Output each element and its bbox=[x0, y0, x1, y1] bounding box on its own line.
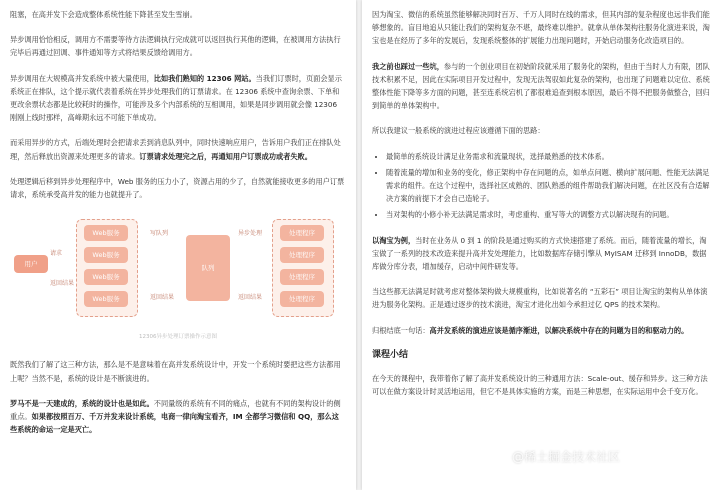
text-span: 归根结底一句话： bbox=[372, 325, 430, 335]
paragraph bbox=[10, 397, 346, 437]
right-page bbox=[362, 0, 720, 490]
bold-span: 如果都按照百万、千万并发来设计系统，电商一律向淘宝看齐，IM 全都学习微信和 QQ，那么这些系统的命运一定是灭亡。 bbox=[10, 412, 339, 435]
left-page bbox=[0, 0, 356, 490]
paragraph: 因为淘宝、微信的系统虽然能够解决同时百万、千万人同时在线的需求，但其内部的复杂程度也远非我们能够想象的。盲目地追从只能让我们的架构复杂不堪，最终难以维护。就拿从单体架构往服务化演进来说，淘宝也是在经历了多年的发展后，发现系统整体的扩展能力出现问题时，开始启动服务化改造项目的。 bbox=[372, 10, 710, 46]
paragraph bbox=[10, 72, 346, 125]
watermark: @稀土掘金技术社区 bbox=[512, 450, 621, 464]
web-service-box: Web服务 bbox=[84, 291, 128, 307]
web-service-box: Web服务 bbox=[84, 225, 128, 241]
paragraph: 既然我们了解了这三种方法，那么是不是意味着在高并发系统设计中，开发一个系统时要把这些方法都用上呢？当然不是，系统的设计是不断演进的。 bbox=[10, 360, 341, 383]
bold-span: 高并发系统的演进应该是循序渐进，以解决系统中存在的问题为目的和驱动力的。 bbox=[429, 325, 689, 335]
list-item: • 当对架构的小修小补无法满足需求时，考虑重构、重写等大的调整方式以解决现有的问题。 bbox=[386, 208, 710, 221]
return-label: 返回结果 bbox=[238, 294, 263, 302]
write-queue-label: 写队列 bbox=[150, 230, 169, 238]
bold-span: 以淘宝为例， bbox=[372, 235, 416, 245]
list-item: • 随着流量的增加和业务的变化，修正架构中存在问题的点，如单点问题、横向扩展问题、性能无法满足需求的组件。在这个过程中，选择社区成熟的、团队熟悉的组件帮助我们解决问题，在社区没有合适解决方案的前提下才会自己造轮子。 bbox=[386, 166, 710, 206]
web-service-box: Web服务 bbox=[84, 247, 128, 263]
queue-box: 队列 bbox=[186, 235, 230, 301]
bold-span: 订票请求处理完之后，再通知用户订票成功或者失败。 bbox=[139, 151, 312, 161]
text-span: 当我们订票时，页面会显示系统正在排队，这个提示就代表着系统在异步处理我们的订票请求。在 12306 系统中查询余票、下单和更改余票状态都是比较耗时的操作，可能涉及多个内部系统的互相调用，如果是同步调用就会像 12306 刚刚上线时那样，高峰期永远不可能下单成功。 bbox=[10, 73, 342, 123]
text-span: 当时在业务从 0 到 1 的阶段是通过购买的方式快速搭建了系统。而后，随着流量的增长，淘宝做了一系列的技术改造来提升高并发处理能力，比如数据库存储引擎从 MyISAM 迁移到 InnoDB，数据库做分库分表，增加缓存，启动中间件研发等。 bbox=[372, 235, 707, 272]
paragraph bbox=[372, 60, 710, 113]
paragraph: 在今天的课程中，我带着你了解了高并发系统设计的三种通用方法：Scale-out、缓存和异步。这三种方法可以在做方案设计时灵活地运用，但它不是具体实施的方案，而是三种思想，在实际运用中会千变万化。 bbox=[372, 374, 708, 397]
text-span: 参与的一个创业项目在初始阶段就采用了服务化的架构，但由于当时人力有限，团队技术积累不足，因此在实际项目开发过程中，发现无法驾驭如此复杂的架构，也出现了问题难以定位、系统整体性能下降等多方面的问题，甚至连系统宕机了都很难追查到根本原因，最后不得不把服务做整合，回归到简单的单体架构中。 bbox=[372, 61, 710, 111]
handler-box: 处理程序 bbox=[280, 291, 324, 307]
paragraph: 所以我建议一般系统的演进过程应该遵循下面的思路： bbox=[372, 126, 545, 136]
bold-span: 比如我们熟知的 12306 网站。 bbox=[153, 73, 256, 83]
bold-span: 罗马不是一天建成的，系统的设计也是如此。 bbox=[10, 398, 154, 408]
handler-box: 处理程序 bbox=[280, 225, 324, 241]
paragraph: 异步调用恰恰相反，调用方不需要等待方法逻辑执行完成就可以返回执行其他的逻辑，在被调用方法执行完毕后再通过回调、事件通知等方式将结果反馈给调用方。 bbox=[10, 35, 341, 58]
async-label: 异步处理 bbox=[238, 230, 263, 238]
paragraph bbox=[10, 136, 346, 162]
left-content bbox=[0, 0, 356, 436]
bold-span: 我之前也踩过一些坑， bbox=[372, 61, 444, 71]
section-title: 课程小结 bbox=[372, 349, 409, 360]
bullet-list bbox=[372, 150, 710, 222]
paragraph: 处理逻辑后移到异步处理程序中，Web 服务的压力小了，资源占用的少了，自然就能接收更多的用户订票请求，系统承受高并发的能力也就提升了。 bbox=[10, 176, 345, 200]
async-diagram bbox=[10, 211, 346, 327]
text-span: 而采用异步的方式，后端处理时会把请求丢到消息队列中，同时快速响应用户，告诉用户我们正在排队处理，然后释放出资源来处理更多的请求。 bbox=[10, 138, 341, 161]
handler-box: 处理程序 bbox=[280, 247, 324, 263]
return-label: 返回结果 bbox=[50, 280, 75, 288]
return-label: 返回结果 bbox=[150, 294, 175, 302]
paragraph bbox=[372, 234, 710, 274]
list-item: • 最简单的系统设计满足业务需求和流量现状，选择最熟悉的技术体系。 bbox=[386, 150, 710, 163]
text-span: 异步调用在大规模高并发系统中被大量使用， bbox=[10, 73, 154, 83]
paragraph: 当这些都无法满足时就考虑对整体架构做大规模重构，比如说著名的 “五彩石” 项目让淘宝的架构从单体演进为服务化架构。正是通过逐步的技术演进，淘宝才进化出如今承担过亿 QPS 的技术架构。 bbox=[372, 287, 708, 310]
user-box: 用户 bbox=[14, 255, 48, 273]
request-label: 请求 bbox=[50, 250, 63, 258]
diagram-caption: 12306异步处理订票操作示意图 bbox=[139, 334, 217, 341]
handler-box: 处理程序 bbox=[280, 269, 324, 285]
paragraph bbox=[372, 324, 710, 337]
web-service-box: Web服务 bbox=[84, 269, 128, 285]
right-content bbox=[362, 0, 720, 398]
paragraph: 阻塞，在高并发下会造成整体系统性能下降甚至发生雪崩。 bbox=[10, 10, 197, 19]
text-span: 不同量级的系统有不同的痛点，也就有不同的架构设计的侧重点。 bbox=[10, 398, 341, 422]
